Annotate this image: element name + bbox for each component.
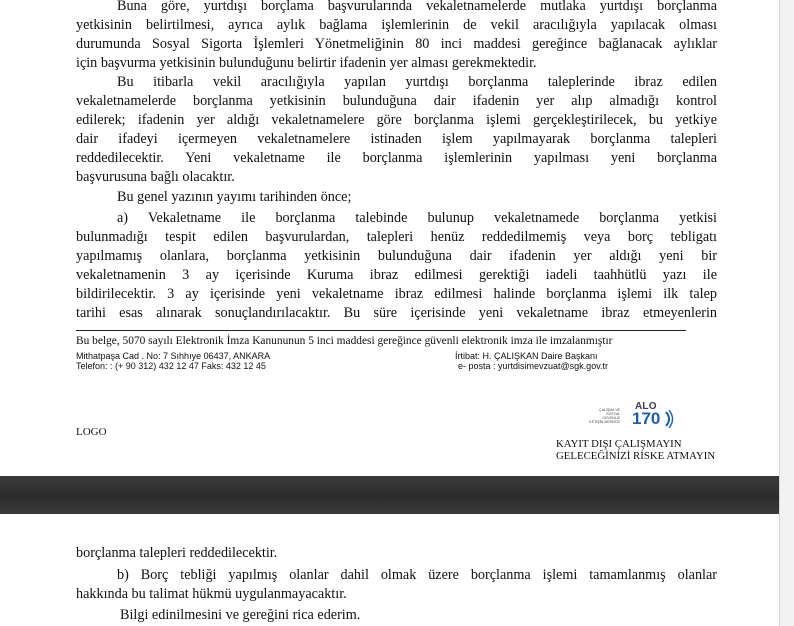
- alo-number: 170: [632, 409, 661, 428]
- slogan-line-1: KAYIT DIŞI ÇALIŞMAYIN: [556, 438, 682, 450]
- vertical-scrollbar[interactable]: [779, 0, 794, 626]
- paragraph-closing: [76, 606, 717, 625]
- logo-placeholder: LOGO: [76, 426, 107, 438]
- text-line: vekaletnamenin 3 ay içerisinde Kuruma ibraz edilmesi gerektiği iadeli taahhütlü yazı ile: [76, 267, 717, 283]
- text-line: için başvurma yetkisinin bulunduğunu belirtir ifadenin yer alması gerekmektedir.: [76, 55, 537, 71]
- text-line: bulunmadığı tespit edilen başvurulardan, talepleri henüz reddedilmemiş veya borç tebligatı: [76, 229, 717, 245]
- paragraph-item-a: [76, 209, 717, 323]
- paragraph-genel-yazi: [76, 188, 717, 207]
- text-line: hakkında bu talimat hükmü uygulanmayacaktır.: [76, 586, 347, 602]
- page-separator: [0, 476, 794, 514]
- text-line: Bu itibarla vekil aracılığıyla yapılan yurtdışı borçlanma taleplerinde ibraz edilen: [117, 74, 717, 90]
- text-line: yetkisinin belirtilmesi, ayrıca aylık bağlama işlemlerinin de vekil aracılığıyla yapılacak olması: [76, 17, 717, 33]
- paragraph-yurtdisi-borclanma: [76, 0, 717, 73]
- text-line: dair ifadeyi içermeyen vekaletnamelere istinaden işlem yapılmayarak borçlanma talepleri: [76, 131, 717, 147]
- text-line: başvurusuna bağlı olacaktır.: [76, 169, 235, 185]
- paragraph-item-b: [76, 566, 717, 604]
- footer-email: e- posta : yurtdisimevzuat@sgk.gov.tr: [458, 361, 609, 371]
- text-line: Bilgi edinilmesini ve gereğini rica ederim.: [120, 607, 361, 623]
- paragraph-vekil-araciligi: [76, 73, 717, 187]
- text-line: bildirilecektir. 3 ay içerisinde yeni vekaletname ibraz edilmesi halinde borçlanma işlemi ilk talep: [76, 286, 717, 302]
- text-line: Bu genel yazının yayımı tarihinden önce;: [117, 189, 352, 205]
- e-signature-note: Bu belge, 5070 sayılı Elektronik İmza Kanununun 5 inci maddesi gereğince güvenli elektronik imza ile imzalanmıştır: [76, 335, 613, 347]
- text-line: yapılmamış olanlara, borçlanma yetkisinin bulunduğuna dair ifadenin yer aldığı yeni bir: [76, 248, 717, 264]
- text-line: reddedilecektir. Yeni vekaletname ile borçlanma işlemlerinin yapılması yeni borçlanma: [76, 150, 717, 166]
- text-line: durumunda Sosyal Sigorta İşlemleri Yönetmeliğinin 80 inci maddesi gereğince bağlanacak aylıklar: [76, 36, 717, 52]
- text-line: b) Borç tebliği yapılmış olanlar dahil olmak üzere borçlanma işlemi tamamlanmış olanlar: [117, 567, 717, 583]
- paragraph-continuation: [76, 544, 717, 563]
- slogan-line-2: GELECEĞİNİZİ RİSKE ATMAYIN: [556, 450, 716, 462]
- alo-label: ALO: [635, 401, 657, 412]
- text-line: edilerek; ifadenin yer aldığı vekaletnamelere göre borçlanma işlemi gerçekleştirilecek, bu yetkiye: [76, 112, 717, 128]
- signal-wave-icon: [664, 410, 674, 428]
- text-line: a) Vekaletname ile borçlanma talebinde bulunup vekaletnamede borçlanma yetkisi: [117, 210, 717, 226]
- alo-170-logo: [588, 401, 678, 433]
- text-line: vekaletnamelerde borçlanma yetkisinin bulunduğuna dair ifadenin yer alıp almadığı kontrol: [76, 93, 717, 109]
- footer-divider: [76, 330, 686, 331]
- text-line: tarihi esas alınarak sonuçlandırılacaktır. Bu süre içerisinde yeni vekaletname ibraz etmeyenlerin: [76, 305, 717, 321]
- footer-address: Mithatpaşa Cad . No: 7 Sıhhıye 06437, ANKARA: [76, 351, 271, 361]
- document-page-2: [0, 514, 781, 626]
- alo-caption: ÇALIŞMA VE SOSYAL GÜVENLİK İLETİŞİM MERKEZİ: [588, 408, 620, 424]
- text-line: Buna göre, yurtdışı borçlama başvurularında vekaletnamelerde mutlaka yurtdışı borçlanma: [117, 0, 717, 14]
- text-line: borçlanma talepleri reddedilecektir.: [76, 545, 278, 561]
- footer-contact: İrtibat: H. ÇALIŞKAN Daire Başkanı: [455, 351, 598, 361]
- slogan: [556, 438, 715, 462]
- footer-phone: Telefon: : (+ 90 312) 432 12 47 Faks: 432 12 45: [76, 361, 266, 371]
